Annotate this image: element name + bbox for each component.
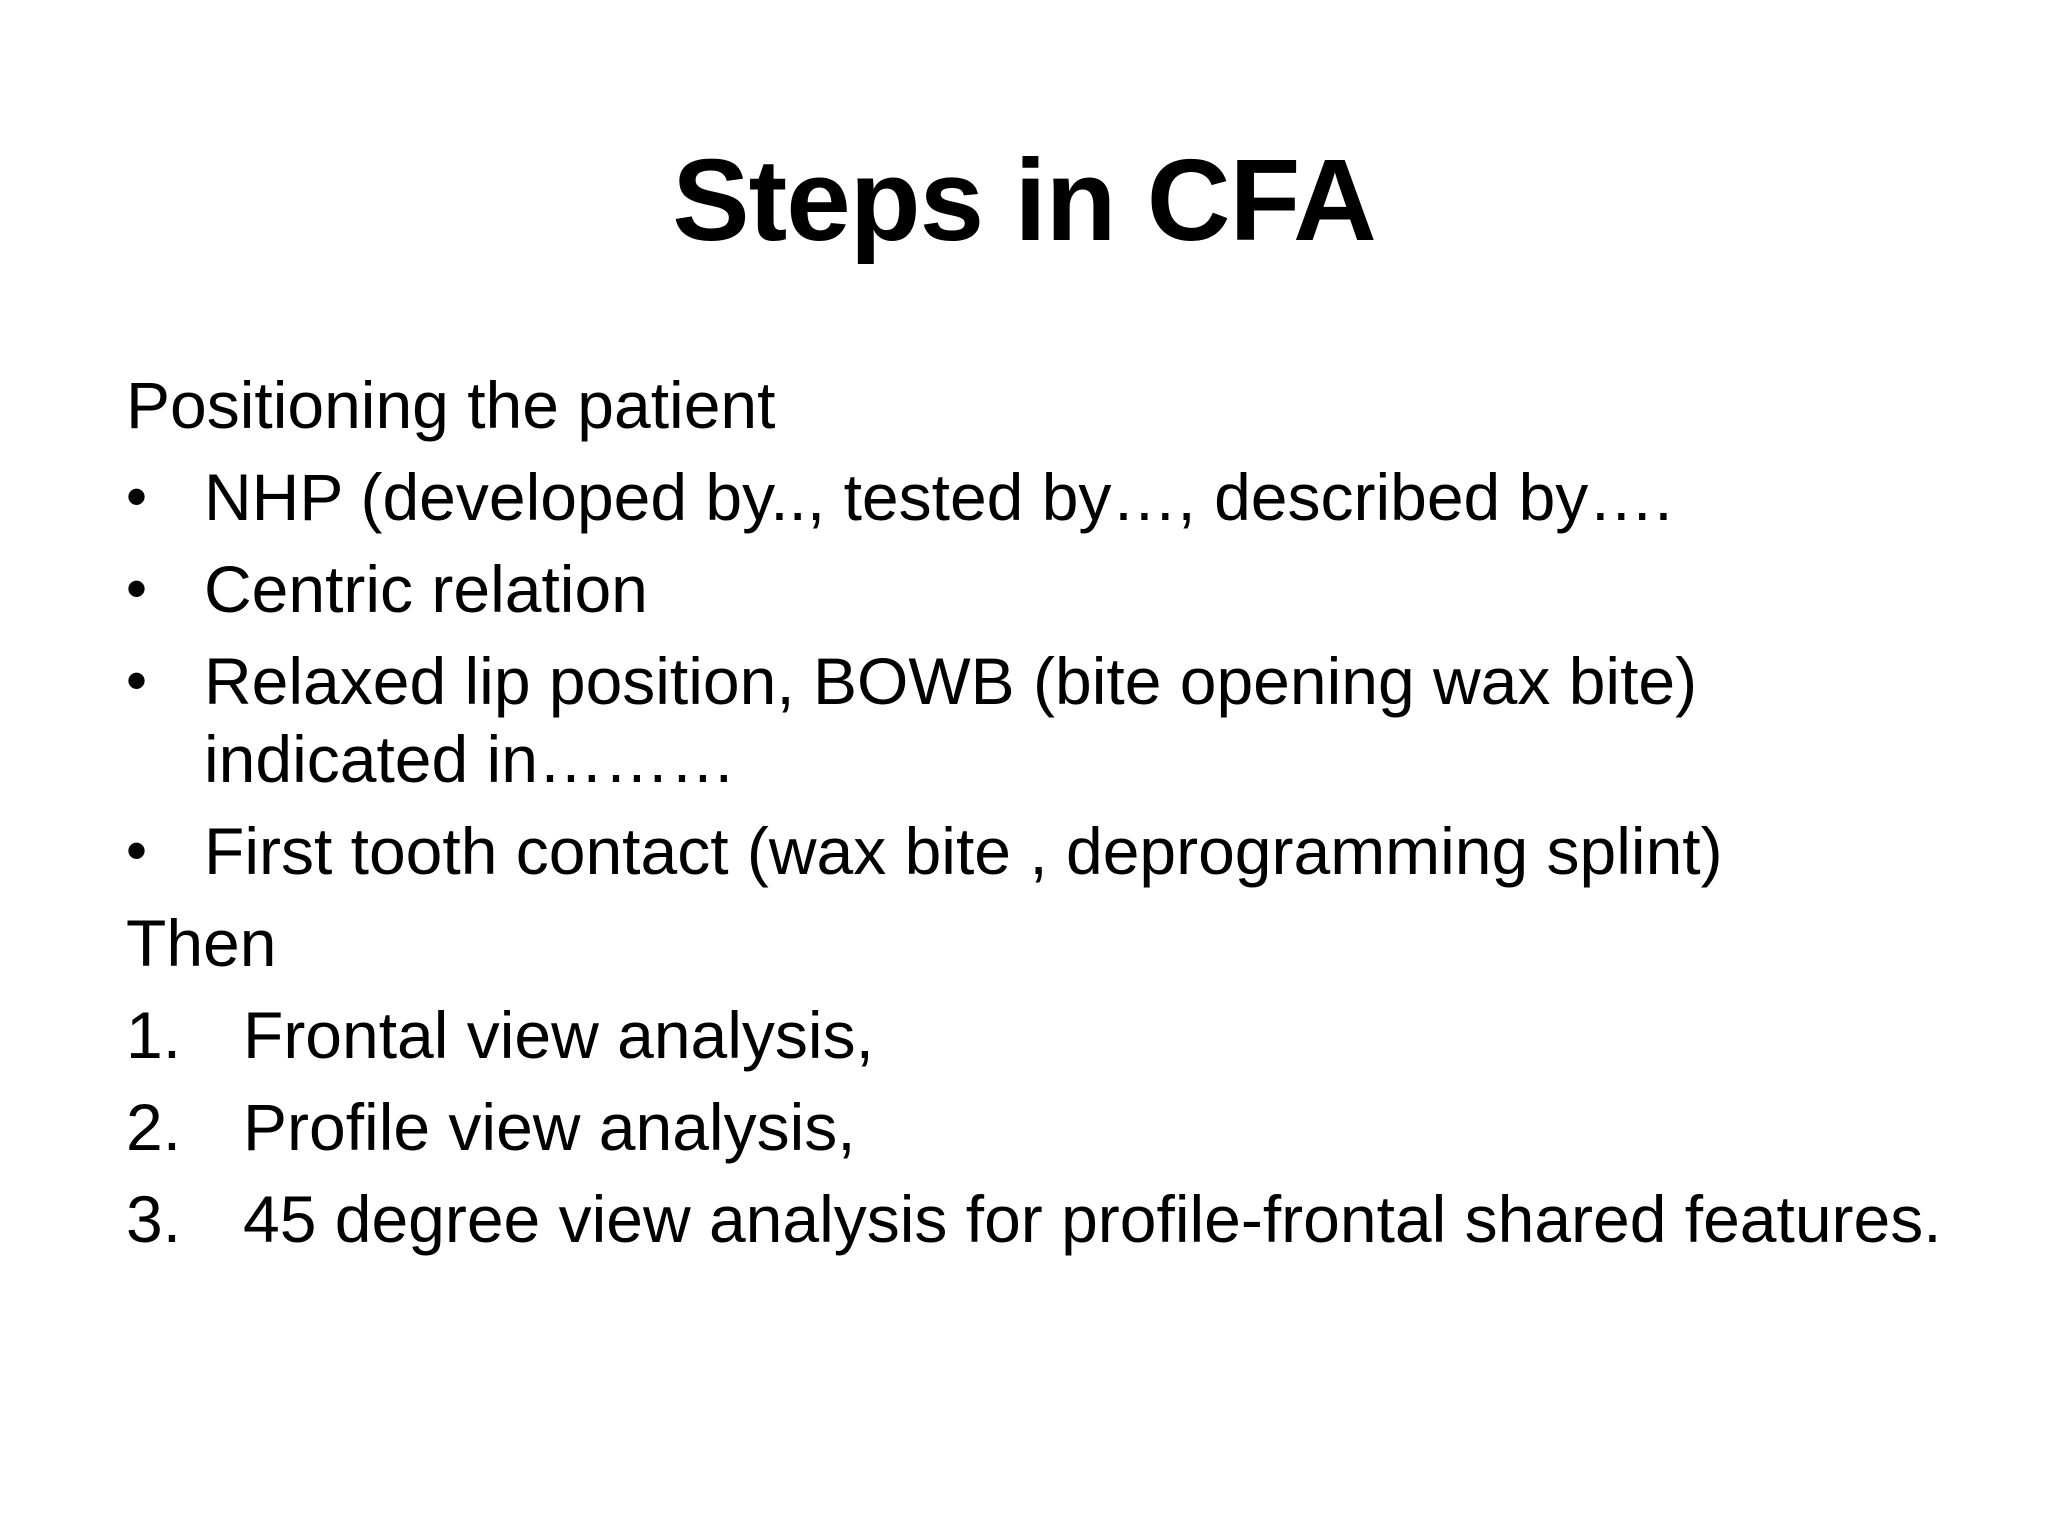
bullet-item (126, 812, 1946, 890)
bullet-text: Centric relation (204, 552, 648, 626)
step-text: Profile view analysis, (243, 1090, 856, 1164)
bullet-icon: • (126, 555, 148, 622)
bullet-list (126, 458, 1946, 890)
numbered-list (126, 996, 1946, 1258)
bullet-text: First tooth contact (wax bite , deprogramming splint) (204, 814, 1723, 888)
bullet-item (126, 458, 1946, 536)
numbered-item (126, 1088, 1946, 1166)
bullet-text: Relaxed lip position, BOWB (bite opening wax bite) indicated in……… (204, 644, 1698, 796)
bullet-icon: • (126, 463, 148, 530)
bullet-icon: • (126, 647, 148, 714)
numbered-item (126, 996, 1946, 1074)
bullet-item (126, 642, 1946, 798)
bullet-text: NHP (developed by.., tested by…, described by…. (204, 460, 1673, 534)
slide-title: Steps in CFA (672, 135, 1376, 265)
intro-line: Positioning the patient (126, 368, 776, 442)
numbered-item (126, 1180, 1946, 1258)
bullet-item (126, 550, 1946, 628)
slide-body (126, 366, 1946, 1272)
step-number: 3. (126, 1182, 182, 1256)
step-text: Frontal view analysis, (243, 998, 874, 1072)
transition-line: Then (126, 906, 277, 980)
bullet-icon: • (126, 817, 148, 884)
step-number: 1. (126, 998, 182, 1072)
step-text: 45 degree view analysis for profile-frontal shared features. (243, 1182, 1942, 1256)
step-number: 2. (126, 1090, 182, 1164)
